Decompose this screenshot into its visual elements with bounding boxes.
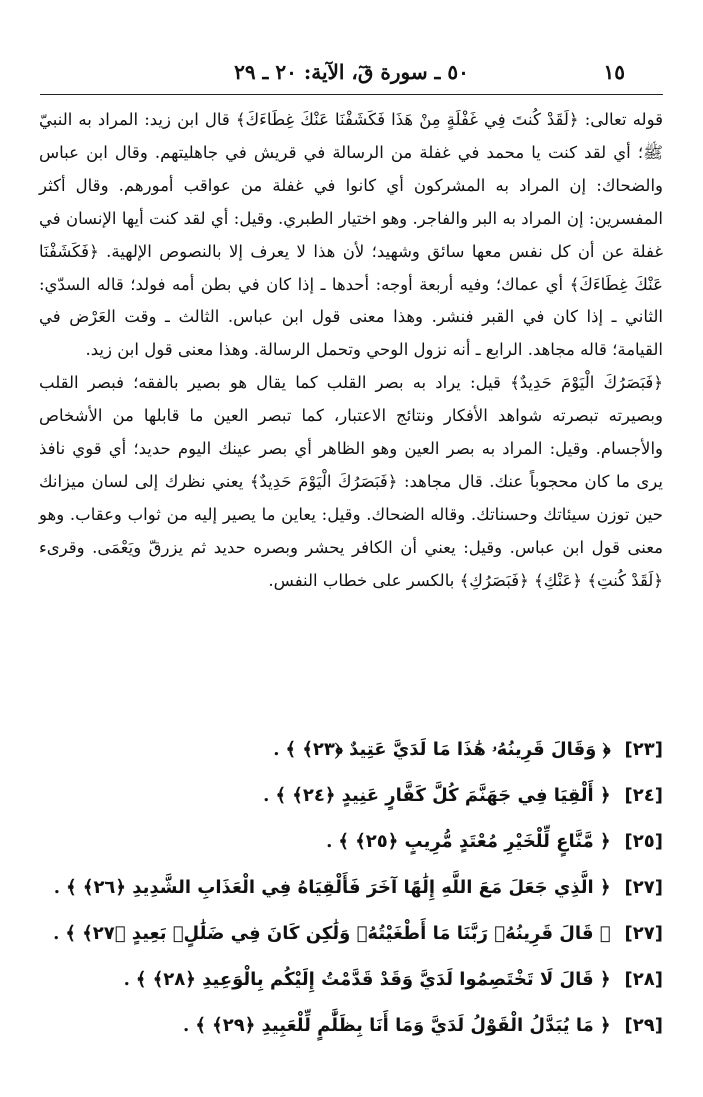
- verse-number: [٢٩]: [624, 1014, 663, 1036]
- commentary-segment: بالكسر على خطاب النفس.: [268, 570, 460, 590]
- commentary-paragraph: [39, 104, 663, 367]
- quran-quote: ﴿فَكَشَفْنَا عَنْكَ غِطَاءَكَ﴾: [39, 241, 663, 294]
- page-number: ١٥: [603, 60, 625, 84]
- verse-row: [43, 864, 663, 910]
- verse-text: ﴿ أَلْقِيَا فِي جَهَنَّمَ كُلَّ كَفَّارٍ عَنِيدٍ ﴿٢٤﴾ ﴾: [275, 784, 611, 806]
- commentary-paragraph: [39, 367, 663, 597]
- verse-end-dot: .: [273, 738, 280, 760]
- verse-end-dot: .: [123, 968, 130, 990]
- quran-quote: ﴿فَبَصَرُكَ الْيَوْمَ حَدِيدٌ﴾: [510, 373, 663, 393]
- verse-row: [43, 1002, 663, 1048]
- verse-number: [٢٧]: [624, 922, 663, 944]
- page-header: [40, 58, 663, 95]
- commentary-segment: قيل: يراد به بصر القلب كما يقال هو بصير بالفقه؛ فبصر القلب وبصيرته تبصرته شواهد الأفكار ونتائج الاعتبار، كما تبصر العين ما قابلها من الأشخاص والأجسام. وقيل: المراد به بصر العين وهو الظاهر أي بصر عينك اليوم حديد؛ أي قوي نافذ يرى ما كان محجوباً عنك. قال مجاهد:: [39, 373, 663, 491]
- verse-end-dot: .: [326, 830, 333, 852]
- verse-row: [43, 772, 663, 818]
- verse-number: [٢٧]: [624, 876, 663, 898]
- verse-text: ﴿ مَّنَّاعٍ لِّلْخَيْرِ مُعْتَدٍ مُّرِيبٍ ﴿٢٥﴾ ﴾: [338, 830, 611, 852]
- commentary-segment: قال ابن زيد: المراد به النبيّ ﷺ؛ أي لقد كنت يا محمد في غفلة من الرسالة في قريش في جاهليتهم. وقال ابن عباس والضحاك: إن المراد به المشركون أي كانوا في غفلة من عواقب أمورهم. وقال أكثر المفسرين: إن المراد به البر والفاجر. وهو اختيار الطبري. وقيل: أي لقد كنت أيها الإنسان في غفلة عن أن كل نفس معها سائق وشهيد؛ لأن هذا لا يعرف إلا بالنصوص الإلهية.: [39, 110, 663, 261]
- quran-quote: ﴿لَقَدْ كُنتَ فِي غَفْلَةٍ مِنْ هَذَا فَكَشَفْنَا عَنْكَ غِطَاءَكَ﴾: [235, 110, 579, 129]
- verse-number: [٢٨]: [624, 968, 663, 990]
- quran-quote: ﴿فَبَصَرُكَ الْيَوْمَ حَدِيدٌ﴾: [249, 471, 398, 491]
- verse-text: ﴿ قَالَ قَرِينُهُۥ رَبَّنَا مَا أَطْغَيْتُهُۥ وَلَٰكِن كَانَ فِي ضَلَٰلٍۭ بَعِيدٍ ﴿٢٧﴾ ﴾: [65, 922, 611, 944]
- verse-row: [43, 910, 663, 956]
- verse-end-dot: .: [53, 876, 61, 898]
- verse-end-dot: .: [53, 922, 60, 944]
- verse-row: [43, 956, 663, 1002]
- commentary-segment: يعني نظرك إلى لسان ميزانك حين توزن سيئاتك وحسناتك. وقاله الضحاك. وقيل: يعاين ما يصير إليه من ثواب وعقاب. وهو معنى قول ابن عباس. وقيل: يعني أن الكافر يحشر وبصره حديد ثم يزرقّ ويَعْمَى. وقرىء: [39, 471, 663, 557]
- verse-text: ﴿ قَالَ لَا تَخْتَصِمُوا لَدَيَّ وَقَدْ قَدَّمْتُ إِلَيْكُم بِالْوَعِيدِ ﴿٢٨﴾ ﴾: [135, 968, 611, 990]
- commentary-segment: أي عماك؛ وفيه أربعة أوجه: أحدها ـ إذا كان في بطن أمه فولد؛ قاله السدّي: الثاني ـ إذا كان في القبر فنشر. وهذا معنى قول ابن عباس. الثالث ـ وقت العَرْض في القيامة؛ قاله مجاهد. الرابع ـ أنه نزول الوحي وتحمل الرسالة. وهذا معنى قول ابن زيد.: [39, 274, 663, 360]
- commentary-segment: قوله تعالى:: [578, 110, 663, 129]
- running-title: ٥٠ ـ سورة قٓ، الآية: ٢٠ ـ ٢٩: [234, 60, 469, 84]
- verse-number: [٢٥]: [624, 830, 663, 852]
- verse-end-dot: .: [263, 784, 270, 806]
- verse-number: [٢٣]: [624, 738, 663, 760]
- verse-text: ﴿ وَقَالَ قَرِينُهُۥ هَٰذَا مَا لَدَيَّ عَتِيدٌ ﴿٢٣﴾ ﴾: [285, 738, 611, 760]
- verse-text: ﴿ الَّذِي جَعَلَ مَعَ اللَّهِ إِلَٰهًا آخَرَ فَأَلْقِيَاهُ فِي الْعَذَابِ الشَّدِيدِ ﴿٢٦﴾ ﴾: [66, 876, 611, 898]
- verse-list: [43, 726, 663, 1048]
- quran-quote: ﴿لَقَدْ كُنتِ﴾ ﴿عَنْكِ﴾ ﴿فَبَصَرُكِ﴾: [459, 570, 663, 590]
- verse-row: [43, 726, 663, 772]
- commentary-text: [39, 104, 663, 598]
- verse-number: [٢٤]: [624, 784, 663, 806]
- verse-row: [43, 818, 663, 864]
- verse-text: ﴿ مَا يُبَدَّلُ الْقَوْلُ لَدَيَّ وَمَا أَنَا بِظَلَّٰمٍ لِّلْعَبِيدِ ﴿٢٩﴾ ﴾: [195, 1014, 611, 1036]
- verse-end-dot: .: [183, 1014, 190, 1036]
